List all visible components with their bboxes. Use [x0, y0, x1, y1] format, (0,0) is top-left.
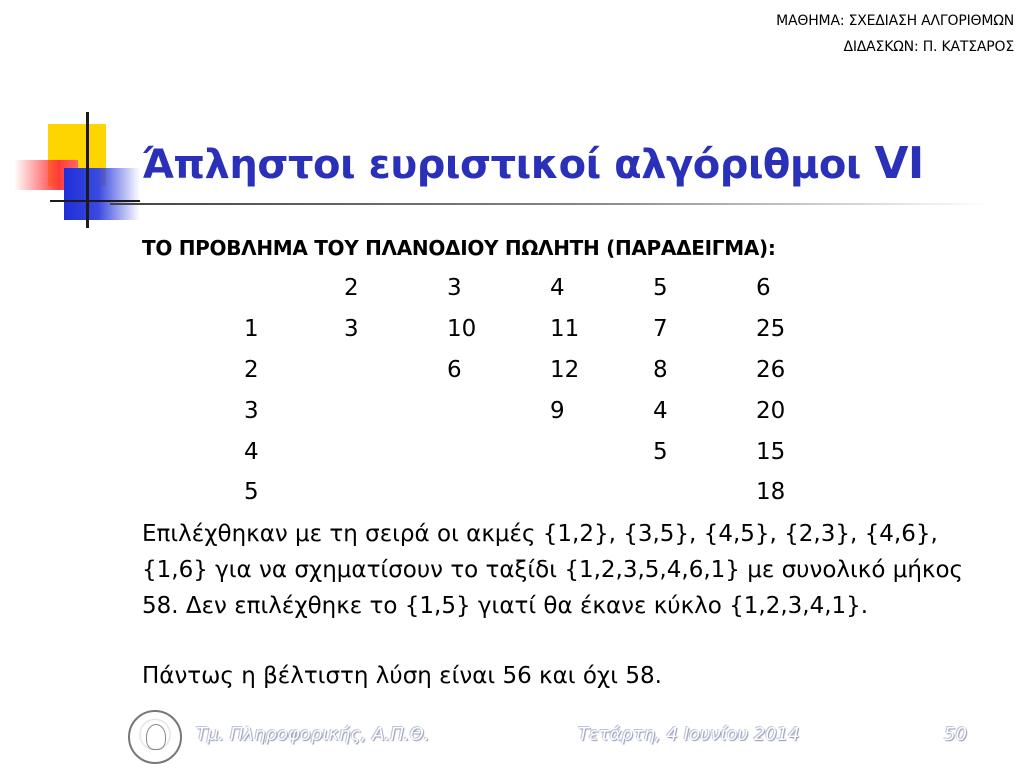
table-cell: 7 — [653, 316, 668, 343]
column-header: 3 — [447, 275, 462, 302]
table-cell: 20 — [756, 397, 786, 424]
horizontal-line — [50, 200, 140, 202]
table-cell: 6 — [447, 356, 462, 383]
slide-header — [776, 8, 1014, 60]
table-cell — [550, 472, 653, 513]
vertical-line — [86, 112, 89, 228]
course-label: ΜΑΘΗΜΑ: ΣΧΕΔΙΑΣΗ ΑΛΓΟΡΙΘΜΩΝ — [776, 13, 1014, 29]
table-cell — [447, 472, 550, 513]
table-cell: 26 — [756, 356, 786, 383]
column-header: 4 — [550, 275, 565, 302]
footer-date: Τετάρτη, 4 Ιουνίου 2014 — [578, 724, 800, 745]
column-header: 5 — [653, 275, 668, 302]
table-cell — [550, 431, 653, 472]
table-cell: 11 — [550, 316, 580, 343]
column-header: 6 — [756, 275, 771, 302]
row-header: 2 — [244, 356, 259, 383]
table-cell — [344, 431, 447, 472]
table-cell — [344, 472, 447, 513]
slide-subtitle: ΤΟ ΠΡΟΒΛΗΜΑ ΤΟΥ ΠΛΑΝΟΔΙΟΥ ΠΩΛΗΤΗ (ΠΑΡΑΔΕΙΓΜΑ): — [142, 236, 776, 260]
table-cell — [447, 390, 550, 431]
table-cell — [344, 350, 447, 391]
table-cell: 9 — [550, 397, 565, 424]
table-row — [200, 472, 859, 513]
blue-block — [64, 168, 140, 220]
page-number: 50 — [944, 724, 967, 745]
row-header: 3 — [244, 397, 259, 424]
table-cell — [653, 472, 756, 513]
table-cell: 12 — [550, 356, 580, 383]
table-row — [200, 350, 859, 391]
table-header-row — [200, 268, 859, 309]
table-cell — [447, 431, 550, 472]
table-cell: 15 — [756, 438, 786, 465]
optimal-solution-note: Πάντως η βέλτιστη λύση είναι 56 και όχι 58. — [142, 663, 662, 689]
row-header: 1 — [244, 316, 259, 343]
slide-title-roman: VI — [874, 138, 924, 189]
table-row — [200, 431, 859, 472]
table-cell: 8 — [653, 356, 668, 383]
distance-table — [200, 268, 859, 513]
university-seal-icon — [128, 710, 182, 764]
table-cell: 18 — [756, 479, 786, 506]
title-underline — [110, 203, 990, 205]
table-cell: 4 — [653, 397, 668, 424]
slide-title-text: Άπληστοι ευριστικοί αλγόριθμοι — [142, 142, 861, 188]
table-cell — [344, 390, 447, 431]
instructor-label: ΔΙΔΑΣΚΩΝ: Π. ΚΑΤΣΑΡΟΣ — [843, 39, 1014, 55]
explanation-paragraph: Επιλέχθηκαν με τη σειρά οι ακμές {1,2}, {3,5}, {4,5}, {2,3}, {4,6}, {1,6} για να σχηματίσουν το ταξίδι {1,2,3,5,4,6,1} με συνολικό μήκος 58. Δεν επιλέχθηκε το {1,5} γιατί θα έκανε κύκλο {1,2,3,4,1}. — [142, 521, 964, 619]
footer-department: Τμ. Πληροφορικής, Α.Π.Θ. — [196, 724, 430, 745]
table-cell: 10 — [447, 316, 477, 343]
table-row — [200, 390, 859, 431]
column-header: 2 — [344, 275, 359, 302]
row-header: 5 — [244, 479, 259, 506]
slide-title — [142, 138, 924, 189]
table-corner-cell — [200, 268, 344, 309]
table-cell: 25 — [756, 316, 786, 343]
table-cell: 5 — [653, 438, 668, 465]
row-header: 4 — [244, 438, 259, 465]
table-row — [200, 309, 859, 350]
slide-footer — [0, 704, 1024, 768]
table-cell: 3 — [344, 316, 359, 343]
